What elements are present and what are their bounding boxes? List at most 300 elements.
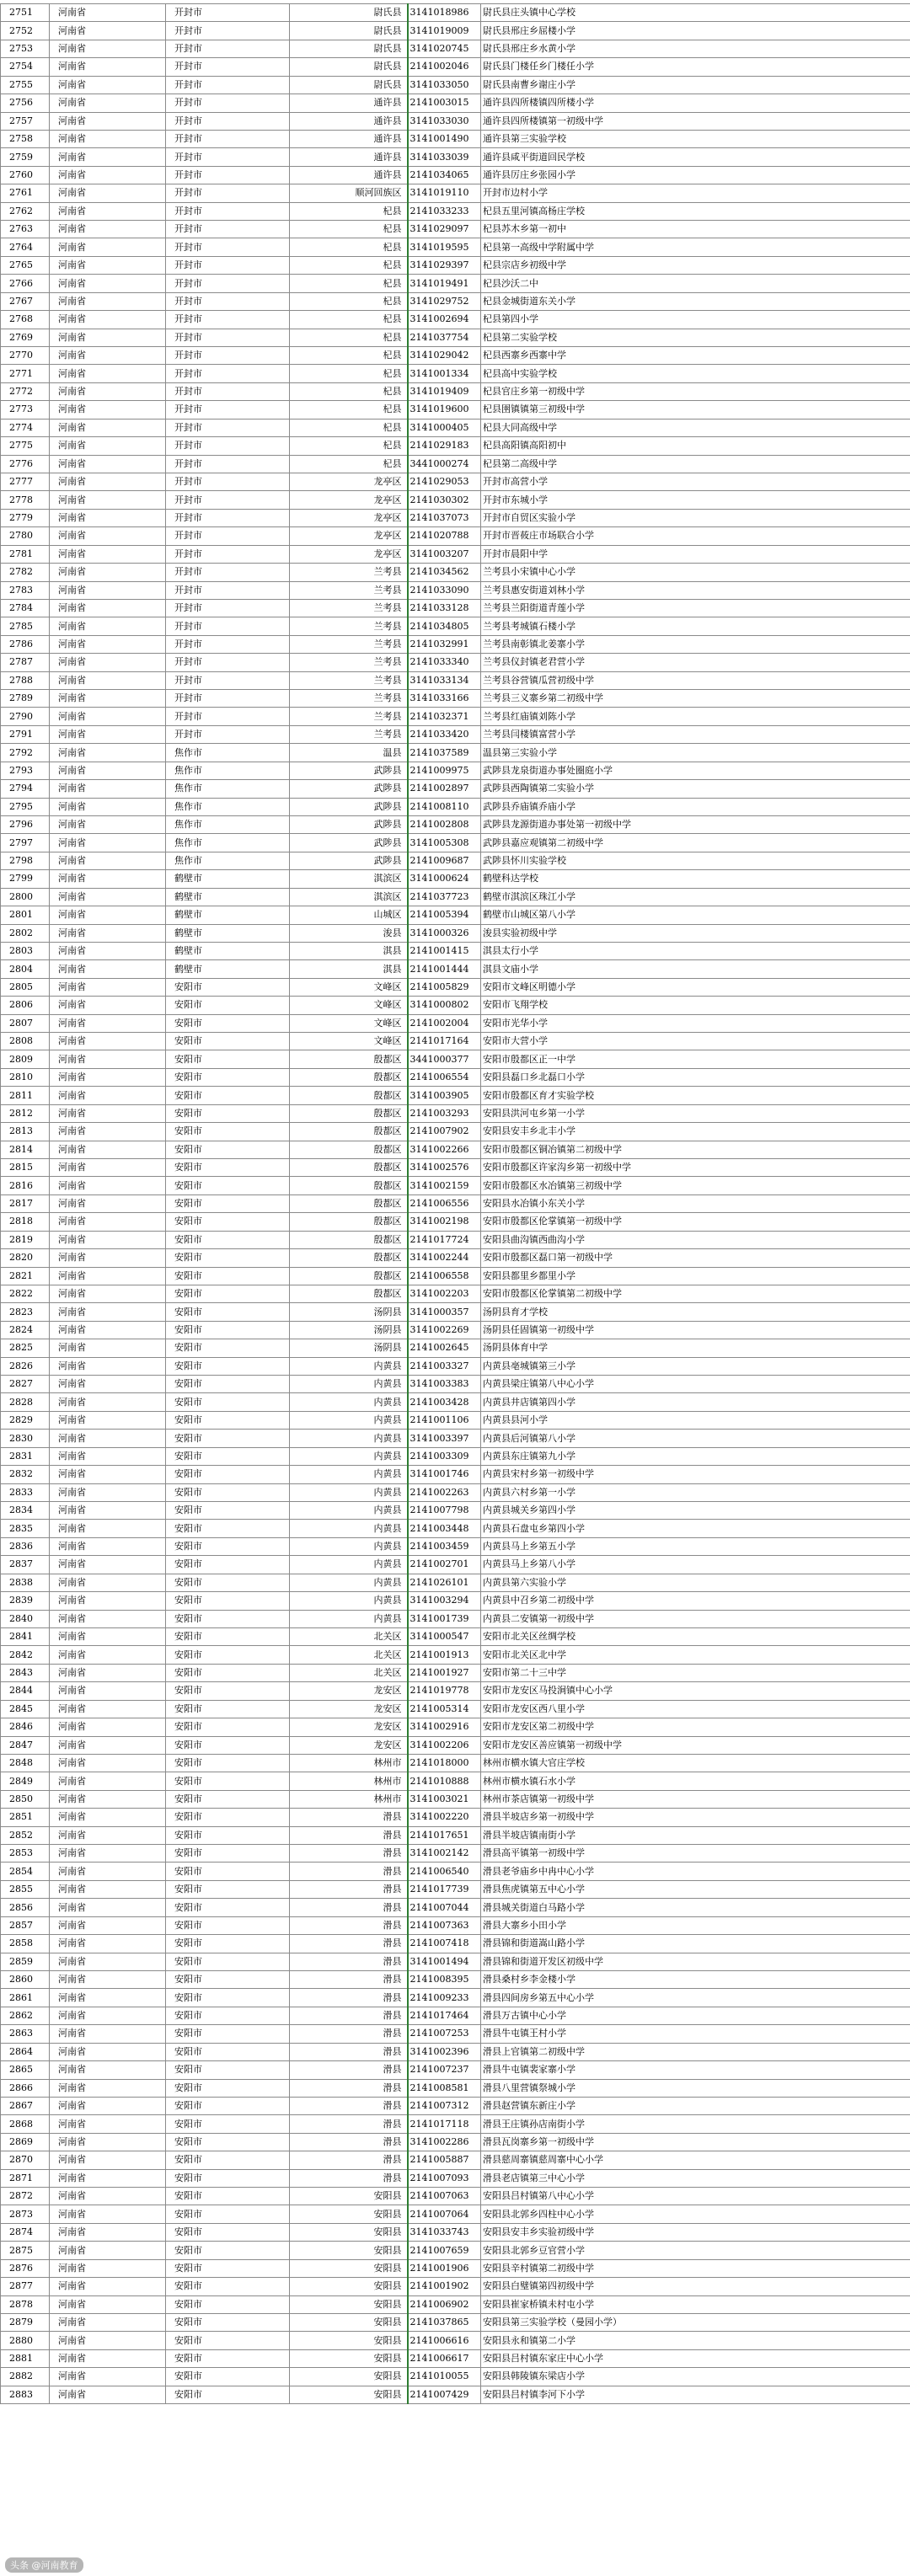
- row-number: 2762: [1, 202, 50, 220]
- school-code-cell: 3141033039: [408, 148, 481, 166]
- table-row: [1, 942, 910, 959]
- row-number: 2751: [1, 4, 50, 22]
- province-cell: 河南省: [50, 1664, 166, 1681]
- city-cell: 开封市: [166, 166, 290, 184]
- school-name-cell: 内黄县梁庄镇第八中心小学: [481, 1376, 910, 1393]
- province-cell: 河南省: [50, 1376, 166, 1393]
- school-code-cell: 3141003207: [408, 545, 481, 563]
- city-cell: 安阳市: [166, 1339, 290, 1357]
- school-code-cell: 2141005394: [408, 906, 481, 924]
- city-cell: 开封市: [166, 671, 290, 689]
- county-cell: 通许县: [290, 166, 408, 184]
- province-cell: 河南省: [50, 1430, 166, 1447]
- table-row: [1, 870, 910, 888]
- school-code-cell: 2141033420: [408, 725, 481, 743]
- school-name-cell: 安阳县韩陵镇东梁店小学: [481, 2368, 910, 2386]
- school-name-cell: 开封市自贸区实验小学: [481, 509, 910, 526]
- school-name-cell: 林州市横水镇大官庄学校: [481, 1754, 910, 1772]
- city-cell: 开封市: [166, 112, 290, 130]
- county-cell: 兰考县: [290, 635, 408, 653]
- school-code-cell: 2141033128: [408, 599, 481, 617]
- school-name-cell: 安阳县水冶镇小东关小学: [481, 1194, 910, 1212]
- school-name-cell: 内黄县马上乡第八小学: [481, 1556, 910, 1574]
- table-row: [1, 347, 910, 365]
- row-number: 2763: [1, 221, 50, 238]
- city-cell: 安阳市: [166, 1159, 290, 1177]
- school-code-cell: 3141000357: [408, 1303, 481, 1321]
- table-row: [1, 1321, 910, 1339]
- county-cell: 兰考县: [290, 581, 408, 599]
- county-cell: 殷都区: [290, 1194, 408, 1212]
- table-row: [1, 852, 910, 869]
- province-cell: 河南省: [50, 1303, 166, 1321]
- table-row: [1, 1736, 910, 1754]
- table-row: [1, 1826, 910, 1844]
- county-cell: 安阳县: [290, 2295, 408, 2313]
- school-name-cell: 鹤壁科达学校: [481, 870, 910, 888]
- school-name-cell: 兰考县谷营镇瓜营初级中学: [481, 671, 910, 689]
- row-number: 2855: [1, 1880, 50, 1898]
- school-code-cell: 2141001927: [408, 1664, 481, 1681]
- province-cell: 河南省: [50, 564, 166, 581]
- province-cell: 河南省: [50, 834, 166, 852]
- table-row: [1, 2115, 910, 2133]
- province-cell: 河南省: [50, 58, 166, 76]
- row-number: 2827: [1, 1376, 50, 1393]
- province-cell: 河南省: [50, 1411, 166, 1429]
- row-number: 2792: [1, 744, 50, 762]
- school-code-cell: 3441000377: [408, 1050, 481, 1068]
- city-cell: 开封市: [166, 256, 290, 274]
- school-name-cell: 开封市高营小学: [481, 473, 910, 490]
- province-cell: 河南省: [50, 1916, 166, 1934]
- city-cell: 开封市: [166, 635, 290, 653]
- county-cell: 滑县: [290, 2079, 408, 2097]
- table-row: [1, 1159, 910, 1177]
- school-name-cell: 兰考县三义寨乡第二初级中学: [481, 690, 910, 708]
- city-cell: 安阳市: [166, 1177, 290, 1194]
- county-cell: 滑县: [290, 1953, 408, 1970]
- city-cell: 安阳市: [166, 2314, 290, 2332]
- table-row: [1, 221, 910, 238]
- row-number: 2856: [1, 1899, 50, 1916]
- row-number: 2785: [1, 617, 50, 635]
- province-cell: 河南省: [50, 509, 166, 526]
- province-cell: 河南省: [50, 184, 166, 202]
- province-cell: 河南省: [50, 1249, 166, 1267]
- school-name-cell: 滑县八里营镇祭城小学: [481, 2079, 910, 2097]
- county-cell: 通许县: [290, 94, 408, 112]
- table-body: [1, 4, 910, 2404]
- county-cell: 安阳县: [290, 2188, 408, 2205]
- row-number: 2881: [1, 2349, 50, 2367]
- school-code-cell: 2141017651: [408, 1826, 481, 1844]
- row-number: 2817: [1, 1194, 50, 1212]
- school-name-cell: 滑县老爷庙乡中冉中心小学: [481, 1863, 910, 1880]
- county-cell: 殷都区: [290, 1177, 408, 1194]
- table-row: [1, 1989, 910, 2007]
- county-cell: 尉氏县: [290, 40, 408, 57]
- row-number: 2800: [1, 888, 50, 906]
- table-row: [1, 455, 910, 473]
- school-name-cell: 汤阴县体育中学: [481, 1339, 910, 1357]
- county-cell: 杞县: [290, 292, 408, 310]
- school-code-cell: 3141033743: [408, 2223, 481, 2241]
- table-row: [1, 1880, 910, 1898]
- province-cell: 河南省: [50, 365, 166, 382]
- city-cell: 开封市: [166, 275, 290, 292]
- province-cell: 河南省: [50, 1556, 166, 1574]
- city-cell: 安阳市: [166, 1357, 290, 1375]
- school-code-cell: 2141003015: [408, 94, 481, 112]
- school-code-cell: 2141033233: [408, 202, 481, 220]
- province-cell: 河南省: [50, 942, 166, 959]
- city-cell: 开封市: [166, 365, 290, 382]
- school-code-cell: 3141002916: [408, 1718, 481, 1736]
- row-number: 2850: [1, 1790, 50, 1808]
- county-cell: 殷都区: [290, 1159, 408, 1177]
- table-row: [1, 1393, 910, 1411]
- city-cell: 安阳市: [166, 1754, 290, 1772]
- school-name-cell: 兰考县仪封镇老君营小学: [481, 654, 910, 671]
- school-code-cell: 2141034805: [408, 617, 481, 635]
- province-cell: 河南省: [50, 815, 166, 833]
- school-name-cell: 浚县实验初级中学: [481, 924, 910, 942]
- province-cell: 河南省: [50, 1393, 166, 1411]
- table-row: [1, 671, 910, 689]
- row-number: 2753: [1, 40, 50, 57]
- row-number: 2875: [1, 2242, 50, 2259]
- row-number: 2830: [1, 1430, 50, 1447]
- school-code-cell: 2141008395: [408, 1970, 481, 1988]
- table-row: [1, 2097, 910, 2114]
- school-code-cell: 2141009975: [408, 762, 481, 779]
- school-name-cell: 兰考县小宋镇中心小学: [481, 564, 910, 581]
- province-cell: 河南省: [50, 744, 166, 762]
- province-cell: 河南省: [50, 2314, 166, 2332]
- school-name-cell: 武陟县龙泉街道办事处圈庭小学: [481, 762, 910, 779]
- city-cell: 安阳市: [166, 1267, 290, 1285]
- school-code-cell: 3141029042: [408, 347, 481, 365]
- school-code-cell: 3141033166: [408, 690, 481, 708]
- row-number: 2818: [1, 1213, 50, 1231]
- city-cell: 安阳市: [166, 1537, 290, 1555]
- school-name-cell: 安阳县崔家桥镇未村屯小学: [481, 2295, 910, 2313]
- row-number: 2786: [1, 635, 50, 653]
- county-cell: 杞县: [290, 455, 408, 473]
- table-row: [1, 1520, 910, 1537]
- table-row: [1, 2007, 910, 2024]
- row-number: 2878: [1, 2295, 50, 2313]
- province-cell: 河南省: [50, 545, 166, 563]
- province-cell: 河南省: [50, 2332, 166, 2349]
- school-code-cell: 2141007093: [408, 2169, 481, 2187]
- row-number: 2813: [1, 1123, 50, 1141]
- row-number: 2757: [1, 112, 50, 130]
- school-name-cell: 滑县四间房乡第五中心小学: [481, 1989, 910, 2007]
- province-cell: 河南省: [50, 527, 166, 545]
- province-cell: 河南省: [50, 960, 166, 978]
- school-name-cell: 通许县第三实验学校: [481, 130, 910, 147]
- row-number: 2798: [1, 852, 50, 869]
- county-cell: 山城区: [290, 906, 408, 924]
- province-cell: 河南省: [50, 924, 166, 942]
- school-code-cell: 2141019778: [408, 1682, 481, 1700]
- county-cell: 兰考县: [290, 725, 408, 743]
- row-number: 2759: [1, 148, 50, 166]
- province-cell: 河南省: [50, 1592, 166, 1610]
- county-cell: 内黄县: [290, 1376, 408, 1393]
- school-code-cell: 2141006554: [408, 1068, 481, 1086]
- county-cell: 安阳县: [290, 2278, 408, 2295]
- school-name-cell: 安阳市北关区丝绸学校: [481, 1627, 910, 1645]
- province-cell: 河南省: [50, 762, 166, 779]
- county-cell: 内黄县: [290, 1610, 408, 1627]
- table-row: [1, 1718, 910, 1736]
- school-code-cell: 3141000547: [408, 1627, 481, 1645]
- school-code-cell: 2141002645: [408, 1339, 481, 1357]
- table-row: [1, 2043, 910, 2060]
- school-code-cell: 2141037754: [408, 329, 481, 346]
- table-row: [1, 1357, 910, 1375]
- school-code-cell: 2141007237: [408, 2061, 481, 2079]
- province-cell: 河南省: [50, 2133, 166, 2151]
- row-number: 2804: [1, 960, 50, 978]
- province-cell: 河南省: [50, 635, 166, 653]
- table-row: [1, 292, 910, 310]
- city-cell: 安阳市: [166, 1411, 290, 1429]
- province-cell: 河南省: [50, 112, 166, 130]
- province-cell: 河南省: [50, 2349, 166, 2367]
- school-name-cell: 滑县焦虎镇第五中心小学: [481, 1880, 910, 1898]
- city-cell: 安阳市: [166, 2043, 290, 2060]
- county-cell: 北关区: [290, 1646, 408, 1664]
- school-name-cell: 滑县牛屯镇裴家寨小学: [481, 2061, 910, 2079]
- city-cell: 开封市: [166, 708, 290, 725]
- county-cell: 林州市: [290, 1790, 408, 1808]
- county-cell: 通许县: [290, 130, 408, 147]
- county-cell: 滑县: [290, 1970, 408, 1988]
- table-row: [1, 2061, 910, 2079]
- province-cell: 河南省: [50, 1736, 166, 1754]
- school-code-cell: 2141001913: [408, 1646, 481, 1664]
- row-number: 2782: [1, 564, 50, 581]
- county-cell: 安阳县: [290, 2223, 408, 2241]
- school-name-cell: 安阳县第三实验学校（曼园小学）: [481, 2314, 910, 2332]
- school-code-cell: 2141006558: [408, 1267, 481, 1285]
- city-cell: 安阳市: [166, 2368, 290, 2386]
- county-cell: 滑县: [290, 1845, 408, 1863]
- school-code-cell: 3141002203: [408, 1285, 481, 1302]
- row-number: 2778: [1, 491, 50, 509]
- table-row: [1, 1537, 910, 1555]
- row-number: 2769: [1, 329, 50, 346]
- county-cell: 杞县: [290, 419, 408, 436]
- table-row: [1, 2025, 910, 2043]
- row-number: 2780: [1, 527, 50, 545]
- table-row: [1, 2349, 910, 2367]
- table-row: [1, 1411, 910, 1429]
- school-name-cell: 安阳县磊口乡北磊口小学: [481, 1068, 910, 1086]
- school-code-cell: 3141033134: [408, 671, 481, 689]
- province-cell: 河南省: [50, 40, 166, 57]
- table-row: [1, 58, 910, 76]
- province-cell: 河南省: [50, 1935, 166, 1953]
- county-cell: 滑县: [290, 1916, 408, 1934]
- school-code-cell: 2141034562: [408, 564, 481, 581]
- school-code-cell: 2141032991: [408, 635, 481, 653]
- row-number: 2839: [1, 1592, 50, 1610]
- row-number: 2822: [1, 1285, 50, 1302]
- row-number: 2835: [1, 1520, 50, 1537]
- county-cell: 滑县: [290, 2133, 408, 2151]
- county-cell: 滑县: [290, 1899, 408, 1916]
- table-row: [1, 834, 910, 852]
- row-number: 2853: [1, 1845, 50, 1863]
- row-number: 2805: [1, 978, 50, 996]
- county-cell: 林州市: [290, 1772, 408, 1790]
- city-cell: 开封市: [166, 76, 290, 94]
- school-name-cell: 尉氏县邢庄乡屈楼小学: [481, 22, 910, 40]
- city-cell: 安阳市: [166, 1249, 290, 1267]
- row-number: 2797: [1, 834, 50, 852]
- province-cell: 河南省: [50, 2368, 166, 2386]
- school-code-cell: 3141002576: [408, 1159, 481, 1177]
- province-cell: 河南省: [50, 1104, 166, 1122]
- city-cell: 开封市: [166, 148, 290, 166]
- city-cell: 安阳市: [166, 1123, 290, 1141]
- province-cell: 河南省: [50, 2079, 166, 2097]
- table-row: [1, 780, 910, 798]
- city-cell: 安阳市: [166, 1104, 290, 1122]
- school-code-cell: 2141007363: [408, 1916, 481, 1934]
- county-cell: 内黄县: [290, 1483, 408, 1501]
- city-cell: 安阳市: [166, 1989, 290, 2007]
- county-cell: 武陟县: [290, 815, 408, 833]
- city-cell: 开封市: [166, 130, 290, 147]
- school-code-cell: 3141001490: [408, 130, 481, 147]
- table-row: [1, 1194, 910, 1212]
- county-cell: 林州市: [290, 1754, 408, 1772]
- school-name-cell: 安阳市龙安区西八里小学: [481, 1700, 910, 1718]
- county-cell: 滑县: [290, 1863, 408, 1880]
- row-number: 2859: [1, 1953, 50, 1970]
- city-cell: 安阳市: [166, 2133, 290, 2151]
- row-number: 2770: [1, 347, 50, 365]
- city-cell: 安阳市: [166, 1790, 290, 1808]
- school-code-cell: 3141018986: [408, 4, 481, 22]
- city-cell: 鹤壁市: [166, 906, 290, 924]
- school-name-cell: 内黄县第六实验小学: [481, 1574, 910, 1591]
- table-row: [1, 1430, 910, 1447]
- school-code-cell: 2141001444: [408, 960, 481, 978]
- school-code-cell: 2141002263: [408, 1483, 481, 1501]
- table-row: [1, 564, 910, 581]
- province-cell: 河南省: [50, 1141, 166, 1158]
- province-cell: 河南省: [50, 1880, 166, 1898]
- school-code-cell: 3141019595: [408, 238, 481, 256]
- table-row: [1, 2188, 910, 2205]
- table-row: [1, 148, 910, 166]
- city-cell: 安阳市: [166, 1068, 290, 1086]
- city-cell: 安阳市: [166, 997, 290, 1014]
- county-cell: 尉氏县: [290, 22, 408, 40]
- county-cell: 滑县: [290, 2097, 408, 2114]
- row-number: 2795: [1, 798, 50, 815]
- city-cell: 焦作市: [166, 744, 290, 762]
- city-cell: 安阳市: [166, 1916, 290, 1934]
- county-cell: 内黄县: [290, 1592, 408, 1610]
- city-cell: 安阳市: [166, 2151, 290, 2169]
- row-number: 2752: [1, 22, 50, 40]
- row-number: 2868: [1, 2115, 50, 2133]
- city-cell: 安阳市: [166, 1285, 290, 1302]
- city-cell: 安阳市: [166, 2278, 290, 2295]
- county-cell: 殷都区: [290, 1249, 408, 1267]
- school-name-cell: 滑县上官镇第二初级中学: [481, 2043, 910, 2060]
- table-row: [1, 437, 910, 455]
- school-name-cell: 通许县厉庄乡张园小学: [481, 166, 910, 184]
- school-name-cell: 滑县万古镇中心小学: [481, 2007, 910, 2024]
- school-name-cell: 安阳市龙安区马投涧镇中心小学: [481, 1682, 910, 1700]
- city-cell: 焦作市: [166, 834, 290, 852]
- city-cell: 鹤壁市: [166, 924, 290, 942]
- school-code-cell: 2141037865: [408, 2314, 481, 2332]
- county-cell: 内黄县: [290, 1411, 408, 1429]
- school-name-cell: 杞县第二实验学校: [481, 329, 910, 346]
- province-cell: 河南省: [50, 1754, 166, 1772]
- county-cell: 北关区: [290, 1664, 408, 1681]
- city-cell: 安阳市: [166, 1141, 290, 1158]
- school-name-cell: 滑县桑村乡李金楼小学: [481, 1970, 910, 1988]
- school-code-cell: 2141008581: [408, 2079, 481, 2097]
- province-cell: 河南省: [50, 473, 166, 490]
- table-row: [1, 2079, 910, 2097]
- county-cell: 文峰区: [290, 997, 408, 1014]
- row-number: 2861: [1, 1989, 50, 2007]
- city-cell: 开封市: [166, 617, 290, 635]
- table-row: [1, 2259, 910, 2277]
- row-number: 2858: [1, 1935, 50, 1953]
- school-name-cell: 杞县第一高级中学附属中学: [481, 238, 910, 256]
- table-row: [1, 762, 910, 779]
- table-row: [1, 4, 910, 22]
- table-row: [1, 1285, 910, 1302]
- school-code-cell: 3141000405: [408, 419, 481, 436]
- county-cell: 内黄县: [290, 1574, 408, 1591]
- row-number: 2874: [1, 2223, 50, 2241]
- city-cell: 安阳市: [166, 1845, 290, 1863]
- row-number: 2820: [1, 1249, 50, 1267]
- city-cell: 安阳市: [166, 1880, 290, 1898]
- school-name-cell: 杞县官庄乡第一初级中学: [481, 382, 910, 400]
- row-number: 2845: [1, 1700, 50, 1718]
- city-cell: 开封市: [166, 238, 290, 256]
- table-row: [1, 1953, 910, 1970]
- school-name-cell: 杞县高中实验学校: [481, 365, 910, 382]
- city-cell: 安阳市: [166, 1194, 290, 1212]
- province-cell: 河南省: [50, 1826, 166, 1844]
- school-code-cell: 3141005308: [408, 834, 481, 852]
- province-cell: 河南省: [50, 1520, 166, 1537]
- school-name-cell: 安阳县安丰乡实验初级中学: [481, 2223, 910, 2241]
- school-name-cell: 杞县沙沃二中: [481, 275, 910, 292]
- city-cell: 开封市: [166, 382, 290, 400]
- table-row: [1, 1104, 910, 1122]
- school-code-cell: 2141002046: [408, 58, 481, 76]
- school-name-cell: 安阳市殷都区伦掌镇第二初级中学: [481, 1285, 910, 1302]
- school-code-cell: 3141001334: [408, 365, 481, 382]
